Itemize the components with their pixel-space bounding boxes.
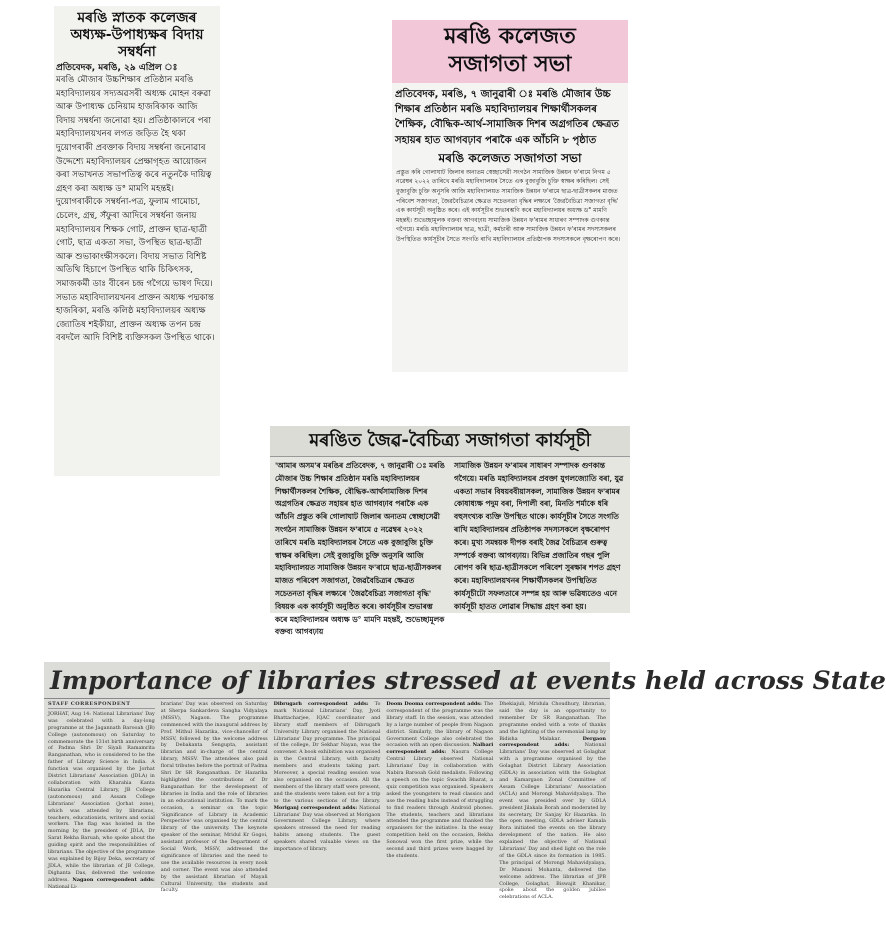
- clipping-headline-line1: মৰঙি কলেজত: [444, 24, 576, 49]
- column-tail-label: Nalbari correspondent adds:: [386, 742, 494, 756]
- column-tail-label: Nagaon correspondent adds:: [72, 876, 155, 883]
- clipping-column-3: [274, 701, 381, 887]
- column-text: The correspondent of the programme was the library staff. In the session, was attended by a large number of people from Nagaon district. Similarly, the library of Nagaon Government College also celebrated the occasion with an open discussion.: [386, 701, 494, 749]
- clipping-column-2: [160, 701, 268, 894]
- column-tail: Naozra College Central Library observed National Librarians' Day in collaboration with Nabira Barooah Gold medalists. Following a speech on the topic Swachh Bharat, a quiz competition was organised. Speakers asked the youngsters to read classics and use the reading hubs instead of struggling to find readers through Android phones. The students, teachers and librarians attended the programme and thanked the organisers for the initiative. In the essay competition held on the occasion, Rekha Sonowal won the first prize, while the second and third prizes were bagged by the students.: [386, 749, 494, 859]
- clipping-subhead: মৰঙি কলেজত সজাগতা সভা: [438, 150, 582, 165]
- news-clipping-college-farewell: [54, 6, 220, 476]
- column-text: JORHAT, Aug 14: National Librarians' Day was celebrated with a day-long programme at the Jagannath Barooah (JB) College (autonomous) on Saturday to commemorate the 131st birth anniversary of Padma Shri Dr Siyali Ramamrita Ranganathan, who is considered to be the father of Library Science in India. A function was organised by the Jorhat District Librarians' Association (JDLA) in collaboration with Kharahia Kanta Hazarika Central Library, JB College (autonomous) and Assam College Librarians' Association (Jorhat zone), which was attended by librarians, teachers, educationists, writers and social workers. The flag was hoisted in the morning by the president of JDLA, Dr Sarat Rekha Baruah, who spoke about the guiding spirit and the responsibilities of librarians. The objective of the programme was explained by Bijoy Deka, secretary of JDLA, while the librarian of JB College, Dighanta Das, delivered the welcome address.: [48, 710, 155, 883]
- clipping-dateline: প্ৰতিবেদক, মৰঙি, ২৯ এপ্ৰিল ঃ: [56, 63, 178, 73]
- column-tail: National Librarians' Day was observed at Morigaon Government College Library, where speakers stressed the need for reading habits among students. The guest speakers shared valuable views on the importance of library.: [273, 804, 381, 853]
- clipping-headline: মৰঙি স্নাতক কলেজৰ অধ্যক্ষ-উপাধ্যক্ষৰ বিদায় সম্বৰ্ধনা: [70, 10, 204, 60]
- column-text: To mark National Librarians' Day, Jyoti Bhattacharjee, IQAC coordinator and library staff members of Dibrugarh University Library organised the National Librarians' Day programme. The principal of the college, Dr Sekhar Nayan, was the convener. A book exhibition was organised in the Central Library, with faculty members and students taking part. Moreover, a special reading session was also organised on the occasion. All the members of the library staff were present, and the students were taken out for a trip to the various sections of the library.: [273, 701, 381, 804]
- news-clipping-biodiversity-program: [270, 426, 630, 637]
- column-text: brarians' Day was observed on Saturday at Sherpa Sankardeva Sangha Vidyalaya (MSSV), Nagaon. The programme commenced with the inaugural address by Prof. Mithul Hazarika, vice-chancellor of MSSV, followed by the welcome address by Debakanta Sengupta, assistant librarian and in-charge of the central library, MSSV. The attendees also paid floral tributes before the portrait of Padma Shri Dr SR Ranganathan. Dr Hazarika highlighted the contributions of Dr Ranganathan for the development of libraries in India and the role of libraries in an educational institution. To mark the occasion, a seminar on the topic 'Significance of Library in Academic Perspective' was organised by the central library of the university. The keynote speaker of the seminar, Mridul Kr Gogoi, assistant professor of the Department of Social Work, MSSV, addressed the significance of libraries and the need to use the available resources in every nook and corner. The event was also attended by the assistant librarian of Mayali Cultural University, the students and faculty.: [160, 701, 268, 894]
- clipping-headline-line2: সজাগতা সভা: [448, 52, 572, 77]
- clipping-body: মৰঙি মৌজাৰ উচ্চশিক্ষাৰ প্ৰতিষ্ঠান মৰঙি মহাবিদ্যালয়ৰ সদ্যঅৱসৰী অধ্যক্ষ মোহন বৰুৱা আৰু উপাধ্যক্ষ চেনিয়াম হাজৰিকাক আজি বিদায় সম্বৰ্ধনা জনোৱা হয়। প্ৰতিষ্ঠাকালৰে পৰা মহাবিদ্যালয়খনৰ লগত জড়িত হৈ থকা দুয়োগৰাকী প্ৰবক্তাক বিদায় সম্বৰ্ধনা জনোৱাৰ উদ্দেশ্যে মহাবিদ্যালয়ৰ প্ৰেক্ষাগৃহত আয়োজন কৰা সভাখনত সভাপতিত্ব কৰে নতুনকৈ দায়িত্ব গ্ৰহণ কৰা অধ্যক্ষ ড° মামণি মহন্তই। দুয়োগৰাকীকে সম্বৰ্ধনা-পত্ৰ, ফুলাম গামোচা, চেলেং, গ্ৰন্থ, সঁফুৰা আদিৰে সম্বৰ্ধনা জনায় মহাবিদ্যালয়ৰ শিক্ষক গোট, প্ৰাক্তন ছাত্ৰ-ছাত্ৰী গোট, ছাত্ৰ একতা সভা, উপস্থিত ছাত্ৰ-ছাত্ৰী আৰু শুভাকাংক্ষীসকলে। বিদায় সভাত বিশিষ্ট অতিথি হিচাপে উপস্থিত থাকি চিকিৎসক, সমাজকৰ্মী ডাঃ বীৰেন চন্দ্ৰ গগৈয়ে ভাষণ দিয়ে। সভাত মহাবিদ্যালয়খনৰ প্ৰাক্তন অধ্যক্ষ পদ্মকান্ত হাজৰিকা, মৰঙি কলিষ্ঠ মহাবিদ্যালয়ৰ অধ্যক্ষ জ্যোতিষ শইকীয়া, প্ৰাক্তন অধ্যক্ষ তপন চন্দ্ৰ বৰদলৈ আদি বিশিষ্ট ব্যক্তিসকল উপস্থিত থাকে।: [56, 75, 215, 344]
- column-tail: National Li-: [48, 883, 78, 890]
- clipping-byline: STAFF CORRESPONDENT: [48, 701, 155, 709]
- clipping-headline-banner: [392, 20, 628, 83]
- column-label: Dibrugarh correspondent adds:: [273, 701, 375, 707]
- column-tail-label: Dergaon correspondent adds:: [499, 735, 606, 749]
- clipping-headline: মৰঙিত জৈৱ-বৈচিত্ৰ্য সজাগতা কাৰ্যসূচী: [270, 426, 630, 457]
- column-tail: National Librarians' Day was observed at Golaghat with a programme organised by the Golaghat District Library Association (GDLA) in association with the Golaghat and Kamargaon Zonal Committee of Assam College Librarians' Association (ACLA) and Morongi Mahavidyalaya. The event was presided over by GDLA president Jilakala Borah and moderated by its secretary, Dr Sanjay Kr Hazarika. In the open meeting, GDLA adviser Kamala Bora initiated the events on the library development of the nation. He also explained the objective of National Librarians' Day and shed light on the role of the GDLA since its formation in 1985. The principal of Morongi Mahavidyalaya, Dr Mamoni Mohanta, delivered the welcome address. The librarian of JPB College, Golaghat, Biswajit Khanikar, spoke about the golden jubilee celebrations of ACLA.: [499, 742, 606, 901]
- clipping-column-5: [499, 701, 606, 901]
- clipping-columns: [270, 457, 630, 639]
- clipping-headline: Importance of libraries stressed at events held across State: [44, 662, 610, 699]
- column-label: Doom Dooma correspondent adds:: [386, 701, 484, 707]
- clipping-body: প্ৰস্তুত কৰি গোলাঘাট জিলাৰ অন্যতম স্বেচ্ছাসেৱী সংগঠন সামাজিক উন্নয়ন ফ'ৰামে নিগম ৫ নৱেম্বৰ ২০২২ তাৰিখে মৰঙি মহাবিদ্যালয়ৰ সৈতে এক বুজাবুজি চুক্তি স্বাক্ষৰ কৰিছিল। সেই বুজাবুজি চুক্তি অনুসৰি আজি মহাবিদ্যালয়ত সামাজিক উন্নয়ন ফ'ৰামে ছাত্ৰ-ছাত্ৰীসকলৰ মাজত পৰিবেশ সজাগতা, জৈৱবৈচিত্ৰ্যৰ ক্ষেত্ৰত সচেতনতা বৃদ্ধিৰ লক্ষ্যৰে 'জৈৱবৈচিত্ৰ্য সজাগতা বৃদ্ধি' এক কাৰ্যসূচী অনুষ্ঠিত কৰে। এই কাৰ্যসূচীৰ শুভাৰম্ভণি কৰে মহাবিদ্যালয়ৰ অধ্যক্ষ ড° মামণি মহন্তই। শুভেচ্ছামূলক বক্তব্য আগবঢ়ায় সামাজিক উন্নয়ন ফ'ৰামৰ সাধাৰণ সম্পাদক গুণকান্ত গগৈয়ে। মৰঙি মহাবিদ্যালয়ৰ ছাত্ৰ, ছাত্ৰী, কৰ্মচাৰী আৰু সামাজিক উন্নয়ন ফ'ৰামৰ সদস্যসকলৰ উপস্থিতিত কাৰ্যসূচীৰ সৈতে সংগতি ৰাখি মহাবিদ্যালয়ৰ প্ৰতিষ্ঠাপক সদস্যসকলে বৃক্ষৰোপণ কৰে।: [396, 168, 621, 243]
- column-tail-label: Moriganj correspondent adds:: [273, 804, 360, 811]
- clipping-columns: [44, 699, 610, 901]
- clipping-column-1: [48, 701, 155, 890]
- news-clipping-libraries: [44, 662, 886, 901]
- clipping-column-2: সামাজিক উন্নয়ন ফ'ৰামৰ সাধাৰণ সম্পাদক গুণকান্ত গগৈয়ে। মৰঙি মহাবিদ্যালয়ৰ প্ৰবক্তা যুগলজ্যোতি বৰা, যুৱ একতা সভাৰ বিষয়ববীয়াসকল, সামাজিক উন্নয়ন ফ'ৰামৰ কোষাধ্যক্ষ পদুম বৰা, দিপালী বৰা, মিনতি শৰ্মাকে ধৰি বহুসংখ্যক ব্যক্তি উপস্থিত থাকে। কাৰ্যসূচীৰ সৈতে সংগতি ৰাখি মহাবিদ্যালয়ৰ প্ৰতিষ্ঠাপক সদস্যসকলে বৃক্ষৰোপণ কৰে। মুখ্য সমন্বয়ক দীপক বৰাই জৈৱ বৈচিত্ৰ্যৰ গুৰুত্ব সম্পৰ্কে বক্তব্য আগবঢ়ায়। বিভিন্ন প্ৰজাতিৰ গছৰ পুলি ৰোপণ কৰি ছাত্ৰ-ছাত্ৰীসকলে পৰিবেশ সুৰক্ষাৰ শপত গ্ৰহণ কৰে। মহাবিদ্যালয়খনৰ শিক্ষাৰ্থীসকলৰ উপস্থিতিত কাৰ্যসূচীটো সফলতাৰে সম্পন্ন হয় আৰু ভৱিষ্যতেও এনে কাৰ্যসূচী হাতত লোৱাৰ সিদ্ধান্ত গ্ৰহণ কৰা হয়।: [454, 461, 624, 611]
- column-text: Dhekiajuli, Mridula Choudhury, librarian, said the day is an opportunity to remember Dr SR Ranganathan. The programme ended with a vote of thanks and the lighting of the ceremonial lamp by Bidisha Malakar.: [499, 701, 606, 742]
- clipping-column-4: [386, 701, 493, 887]
- news-clipping-awareness-meeting: [392, 20, 628, 372]
- clipping-lead: প্ৰতিবেদক, মৰঙি, ৭ জানুৱাৰী ঃ মৰঙি মৌজাৰ উচ্চ শিক্ষাৰ প্ৰতিষ্ঠান মৰঙি মহাবিদ্যালয়ৰ শিক্ষাৰ্থীসকলৰ শৈক্ষিক, বৌদ্ধিক-আৰ্থ-সামাজিক দিশৰ অগ্ৰগতিৰ ক্ষেত্ৰত সহায়ৰ হাত আগবঢ়াব পৰাকৈ এক আঁচনি ৮ পৃষ্ঠাত: [395, 89, 619, 146]
- clipping-column-1: 'আমাৰ অসম'ৰ মৰঙিৰ প্ৰতিবেদক, ৭ জানুৱাৰী ঃ মৰঙি মৌজাৰ উচ্চ শিক্ষাৰ প্ৰতিষ্ঠান মৰঙি মহাবিদ্যালয়ৰ শিক্ষাৰ্থীসকলৰ শৈক্ষিক, বৌদ্ধিক-আৰ্থসামাজিক দিশৰ অগ্ৰগতিৰ ক্ষেত্ৰত সহায়ৰ হাত আগবঢ়াব পৰাকৈ এক আঁচনি প্ৰস্তুত কৰি গোলাঘাট জিলাৰ অন্যতম স্বেচ্ছাসেৱী সংগঠন সামাজিক উন্নয়ন ফ'ৰামে ৫ নৱেম্বৰ ২০২২ তাৰিখে মৰঙি মহাবিদ্যালয়ৰ সৈতে এক বুজাবুজি চুক্তি স্বাক্ষৰ কৰিছিল। সেই বুজাবুজি চুক্তি অনুসৰি আজি মহাবিদ্যালয়ত সামাজিক উন্নয়ন ফ'ৰামে ছাত্ৰ-ছাত্ৰীসকলৰ মাজত পৰিবেশ সজাগতা, জৈৱবৈচিত্ৰ্যৰ ক্ষেত্ৰত সচেতনতা বৃদ্ধিৰ লক্ষ্যৰে 'জৈৱবৈচিত্ৰ্য সজাগতা বৃদ্ধি' বিষয়ক এক কাৰ্যসূচী অনুষ্ঠিত কৰে। কাৰ্যসূচীৰ শুভাৰম্ভ কৰে মহাবিদ্যালয়ৰ অধ্যক্ষ ড° মামণি মহন্তই, শুভেচ্ছামূলক বক্তব্য আগবঢ়ায়: [275, 461, 445, 637]
